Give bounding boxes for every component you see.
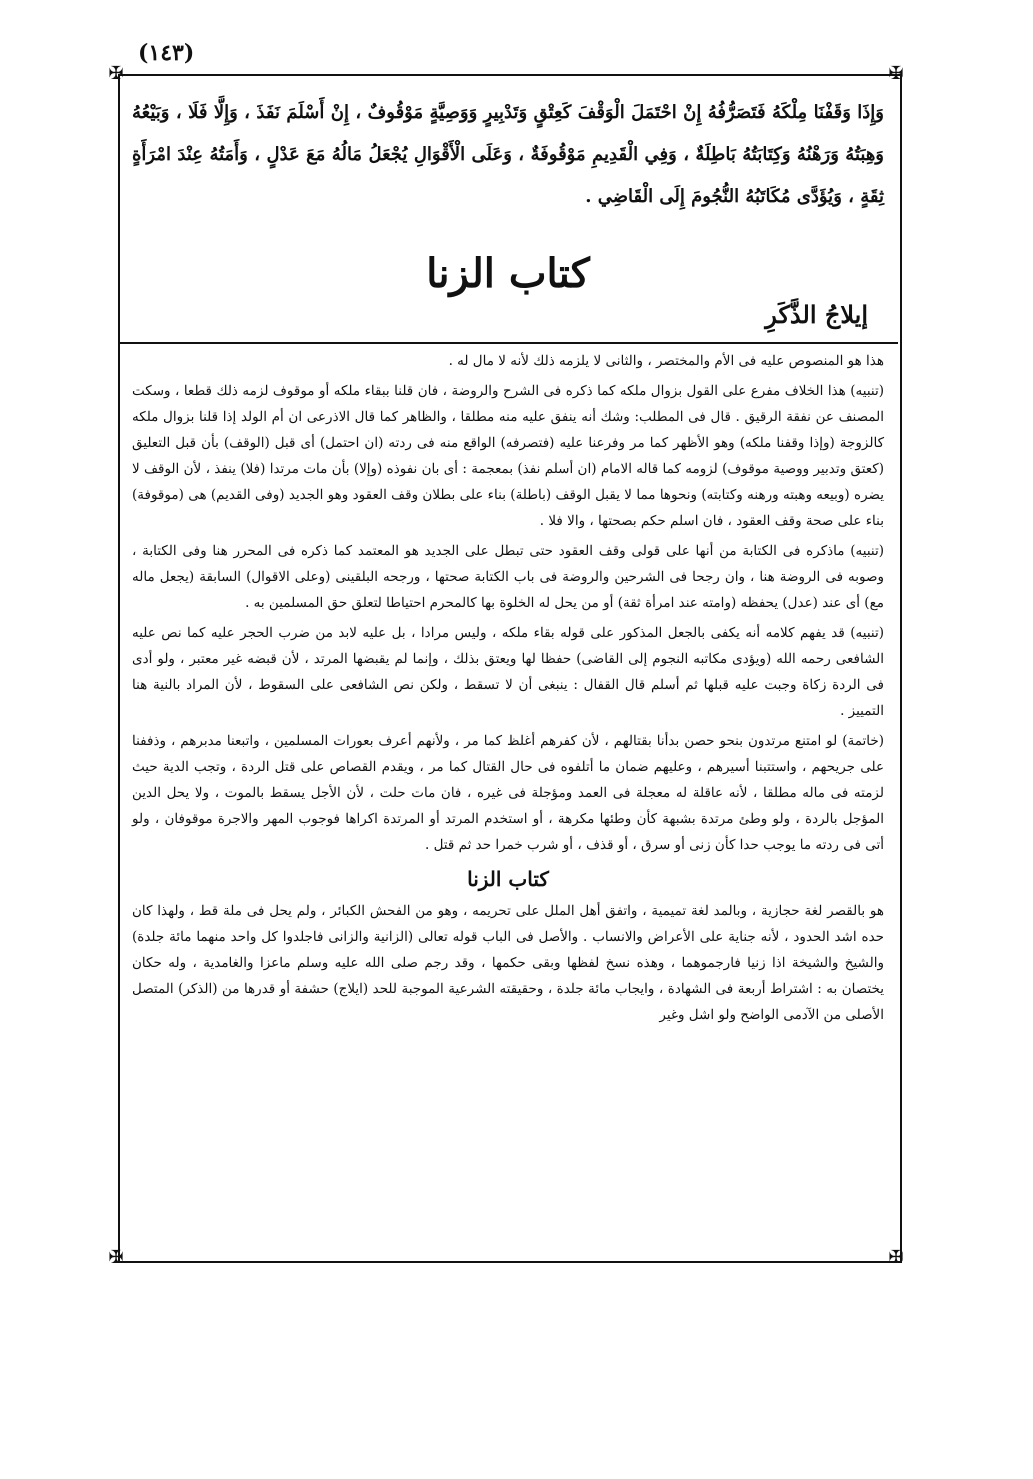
corner-ornament-icon: ✠ [108,63,124,84]
commentary-paragraph: (تنبيه) هذا الخلاف مفرع على القول بزوال ملكه كما ذكره فى الشرح والروضة ، فان قلنا ببقاء ملكه أو موقوف لزمه ذلك قطعا ، وسكت المصنف عن نفقة الرقيق . قال فى المطلب: وشك أنه ينفق عليه منه مطلقا ، والظاهر كما قال الاذرعى ان أم الولد إذا قلنا بزوال ملكه كالزوجة (وإذا وقفنا ملكه) وهو الأظهر كما مر وفرعنا عليه (فتصرفه) الواقع منه فى ردته (ان احتمل) أى قبل (الوقف) بأن قبل التعليق (كعتق وتدبير ووصية موقوف) لزومه كما قاله الامام (ان أسلم نفذ) بمعجمة : أى بان نفوذه (وإلا) بأن مات مرتدا (فلا) ينفذ ، لأن الوقف لا يضره (وبيعه وهبته ورهنه وكتابته) ونحوها مما لا يقبل الوقف (باطلة) بناء على بطلان وقف العقود وهو الجديد (وفى القديم) هى (موقوفة) بناء على صحة وقف العقود ، فان اسلم حكم بصحتها ، والا فلا . [132,383,884,529]
section-heading: إيلاجُ الذَّكَرِ [765,300,868,329]
corner-ornament-icon: ✠ [108,1247,124,1268]
matn-text [132,92,884,218]
commentary-sub-title: كتاب الزنا [467,867,549,891]
divider-line [120,342,898,344]
commentary-text [132,348,884,1032]
page-number: (١٤٣) [138,40,195,66]
matn-paragraph: وَإِذَا وَقَفْنَا مِلْكَهُ فَتَصَرُّفُهُ إِنْ احْتَمَلَ الْوَقْفَ كَعِتْقٍ وَتَدْبِيرٍ وَوَصِيَّةٍ مَوْقُوفٌ ، إِنْ أَسْلَمَ نَفَذَ ، وَإِلَّا فَلَا ، وَبَيْعُهُ وَهِبَتُهُ وَرَهْنُهُ وَكِتَابَتُهُ بَاطِلَةٌ ، وَفِي الْقَدِيمِ مَوْقُوفَةٌ ، وَعَلَى الْأَقْوَالِ يُجْعَلُ مَالُهُ مَعَ عَدْلٍ ، وَأَمَتُهُ عِنْدَ امْرَأَةٍ ثِقَةٍ ، وَيُؤَدَّى مُكَاتَبُهُ النُّجُومَ إِلَى الْقَاضِي . [132,102,884,207]
commentary-paragraph: (تنبيه) ماذكره فى الكتابة من أنها على قولى وقف العقود حتى تبطل على الجديد هو المعتمد كما ذكره فى المحرر هنا وفى الكتابة ، وصوبه فى الروضة هنا ، وان رجحا فى الشرحين والروضة فى باب الكتابة صحتها ، ورجحه البلقينى (وعلى الاقوال) السابقة (يجعل ماله مع) أى عند (عدل) يحفظه (وامته عند امرأة ثقة) أو من يحل له الخلوة بها كالمحرم احتياطا لتعلق حق المسلمين به . [132,543,884,611]
commentary-paragraph: هو بالقصر لغة حجازية ، وبالمد لغة تميمية ، واتفق أهل الملل على تحريمه ، وهو من الفحش الكبائر ، ولم يحل فى ملة قط ، ولهذا كان حده اشد الحدود ، لأنه جناية على الأعراض والانساب . والأصل فى الباب قوله تعالى (الزانية والزانى فاجلدوا كل واحد منهما مائة جلدة) والشيخ والشيخة اذا زنيا فارجموهما ، وهذه نسخ لفظها وبقى حكمها ، وقد رجم صلى الله عليه وسلم ماعزا والغامدية ، وله حكان يختصان به : اشتراط أربعة فى الشهادة ، وايجاب مائة جلدة ، وحقيقته الشرعية الموجبة للحد (ايلاج) حشفة أو قدرها من (الذكر) المتصل الأصلى من الآدمى الواضح ولو اشل وغير [132,903,884,1023]
corner-ornament-icon: ✠ [888,63,904,84]
commentary-paragraph: (تنبيه) قد يفهم كلامه أنه يكفى بالجعل المذكور على قوله بقاء ملكه ، وليس مرادا ، بل عليه لابد من ضرب الحجر عليه كما نص عليه الشافعى رحمه الله (ويؤدى مكاتبه النجوم إلى القاضى) حفظا لها ويعتق بذلك ، وإنما لم يقبضها المرتد ، لأن قبضه غير معتبر ، ولو أدى فى الردة زكاة وجبت عليه قبلها ثم أسلم قال القفال : ينبغى أن لا تسقط ، ولكن نص الشافعى على السقوط ، لأن المراد بالنية هنا التمييز . [132,625,884,719]
commentary-paragraph: هذا هو المنصوص عليه فى الأم والمختصر ، والثانى لا يلزمه ذلك لأنه لا مال له . [448,353,884,369]
commentary-paragraph: (خاتمة) لو امتنع مرتدون بنحو حصن بدأنا بقتالهم ، لأن كفرهم أغلظ كما مر ، ولأنهم أعرف بعورات المسلمين ، واتبعنا مدبرهم ، وذففنا على جريحهم ، واستتبنا أسيرهم ، وعليهم ضمان ما أتلفوه فى حال القتال كما مر ، ويقدم القصاص على قتل الردة ، وتجب الدية حيث لزمته فى ماله مطلقا ، لأنه عاقلة له معجلة فى العمد ومؤجلة فى غيره ، فان مات حلت ، لأن الأجل يسقط بالموت ، ولا يحل الدين المؤجل بالردة ، ولو وطئ مرتدة بشبهة كأن وطئها مكرهة ، أو استخدم المرتد أو المرتدة اكراها فوجوب المهر والاجرة موقوفان ، ولو أتى فى ردته ما يوجب حدا كأن زنى أو سرق ، أو قذف ، أو شرب خمرا حد ثم قتل . [132,733,884,853]
corner-ornament-icon: ✠ [888,1247,904,1268]
book-title: كتاب الزنا [426,250,590,297]
